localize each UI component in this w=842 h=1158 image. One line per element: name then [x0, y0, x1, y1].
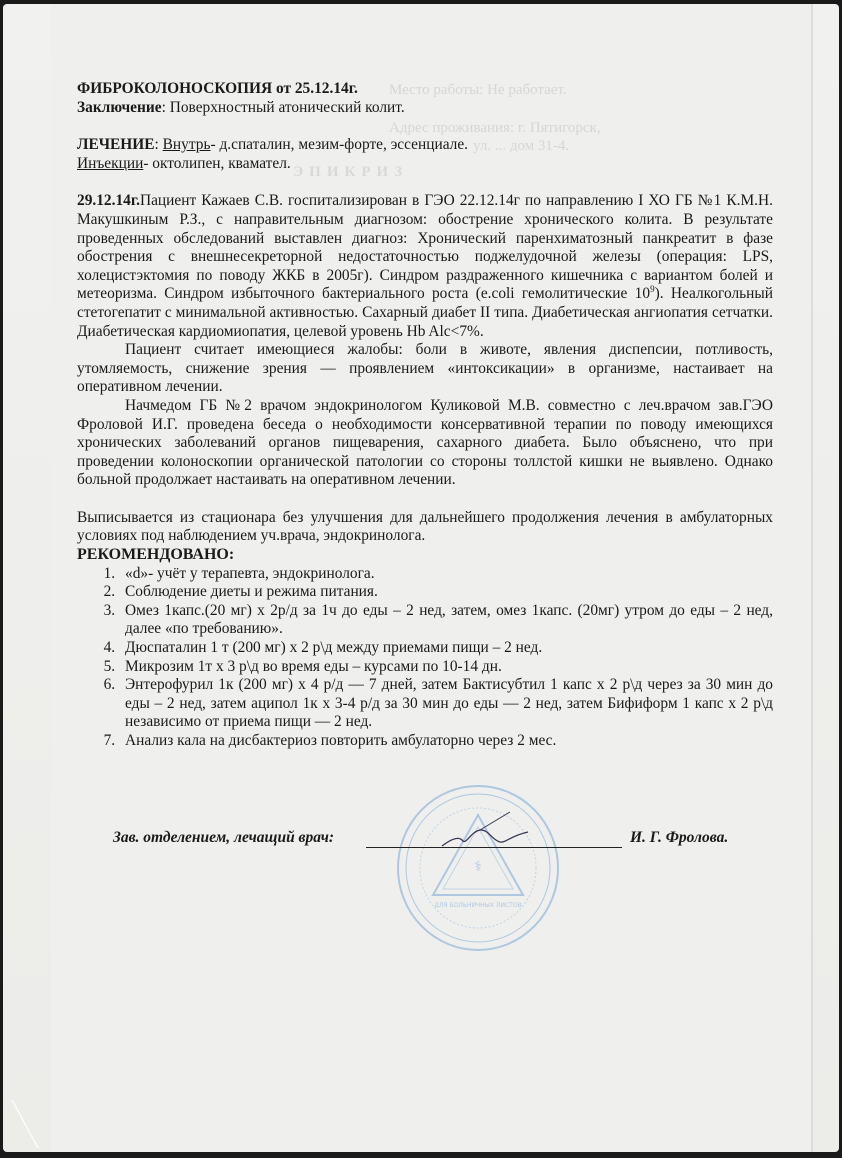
page-edge: [811, 4, 813, 1152]
treatment-label: ЛЕЧЕНИЕ: [77, 136, 155, 154]
discharge-paragraph: Выписывается из стационара без улучшения для дальнейшего продолжения лечения в амбулаторных условиях под наблюдением уч.врача, эндокринолога.: [77, 508, 773, 545]
stamp-center-text: ДЛЯ БОЛЬНИЧНЫХ ЛИСТОВ: [434, 902, 522, 909]
epicrisis-paragraph-2: Пациент считает имеющиеся жалобы: боли в животе, явления диспепсии, потливость, утомляемость, снижение зрения — проявлением «интоксикации» в организме, настаивает на оперативном лечении.: [77, 341, 773, 396]
injections-text: - октолипен, квамател.: [143, 154, 291, 172]
recommendations-title: РЕКОМЕНДОВАНО:: [77, 546, 235, 564]
page-fold-mark: [10, 1100, 40, 1150]
epicrisis-paragraph-1: 29.12.14г.Пациент Кажаев С.В. госпитализирован в ГЭО 22.12.14г по направлению I ХО ГБ №1 К.М.Н. Макушкиным Р.З., с направительным диагнозом: обострение хронического колита. В результате проведенных обследований выставлен диагноз: Хронический паренхиматозный панкреатит в фазе обострения с внешнесекреторной недостаточностью поджелудочной железы (операция: LPS, холецистэктомия по поводу ЖКБ в 2005г). Синдром раздраженного кишечника с вариантом болей и метеоризма. Синдром избыточного бактериального роста (e.coli гемолитические $10^9$). Неалкогольный стетогепатит с минимальной активностью. Сахарный диабет II типа. Диабетическая ангиопатия сетчатки. Диабетическая кардиомиопатия, целевой уровень Hb Alc<7%.: [77, 192, 773, 340]
official-stamp-icon: [393, 783, 563, 953]
signature-block: [113, 829, 753, 859]
doctor-name: И. Г. Фролова.: [630, 829, 729, 846]
bleed-through-text: ул. ... дом 31-4.: [473, 138, 570, 154]
recommendation-item: 2. Соблюдение диеты и режима питания.: [119, 583, 773, 602]
svg-text:⚕: ⚕: [474, 859, 482, 875]
oral-text: - д.спаталин, мезим-форте, эссенциале.: [210, 136, 469, 154]
recommendation-item: 3. Омез 1капс.(20 мг) х 2р/д за 1ч до еды – 2 нед, затем, омез 1капс. (20мг) утром до еды – 2 нед, далее «по требованию».: [119, 602, 773, 639]
recommendation-item: 4. Дюспаталин 1 т (200 мг) х 2 р\д между приемами пищи – 2 нед.: [119, 639, 773, 658]
treatment-injections: [77, 155, 773, 174]
recommendation-item: 6. Энтерофурил 1к (200 мг) х 4 р/д — 7 дней, затем Бактисубтил 1 капс х 2 р\д через за 30 мин до еды – 2 нед, затем аципол 1к х 3-4 р/д за 30 мин до еды — 2 нед, затем Бифиформ 1 капс х 2 р\д независимо от приема пищи — 2 нед.: [119, 676, 773, 732]
signature-line: [366, 847, 622, 848]
recommendation-item: 7. Анализ кала на дисбактериоз повторить амбулаторно через 2 мес.: [119, 732, 773, 751]
oral-label: Внутрь: [162, 136, 211, 154]
colonoscopy-title: ФИБРОКОЛОНОСКОПИЯ от 25.12.14г.: [77, 80, 358, 97]
conclusion-label: Заключение: [77, 98, 162, 116]
recommendation-item: 1. «d»- учёт у терапевта, эндокринолога.: [119, 565, 773, 584]
epicrisis-date: 29.12.14г.: [77, 192, 140, 210]
signature-label: Зав. отделением, лечащий врач:: [113, 829, 335, 846]
recommendations-list: [77, 565, 773, 751]
conclusion-text: : Поверхностный атонический колит.: [161, 98, 405, 116]
recommendation-item: 5. Микрозим 1т х 3 р\д во время еды – курсами по 10-14 дн.: [119, 658, 773, 677]
bleed-through-text: Место работы: Не работает.: [389, 82, 567, 98]
bleed-through-heading: ЭПИКРИЗ: [293, 164, 409, 180]
colonoscopy-conclusion: [77, 99, 773, 118]
injections-label: Инъекции: [77, 154, 144, 172]
bleed-through-text: Адрес проживания: г. Пятигорск,: [389, 120, 601, 136]
document-content: [77, 80, 773, 751]
epicrisis-paragraph-3: Начмедом ГБ №2 врачом эндокринологом Куликовой М.В. совместно с леч.врачом зав.ГЭО Фроловой И.Г. проведена беседа о необходимости консервативной терапии по поводу имеющихся хронических заболеваний органов пищеварения, сахарного диабета. Было объяснено, что при проведении колоноскопии органической патологии со стороны толлстой кишки не выявлено. Однако больной продолжает настаивать на оперативном лечении.: [77, 396, 773, 489]
treatment-oral: ЛЕЧЕНИЕ: Внутрь- д.спаталин, мезим-форте, эссенциале.: [77, 136, 469, 154]
